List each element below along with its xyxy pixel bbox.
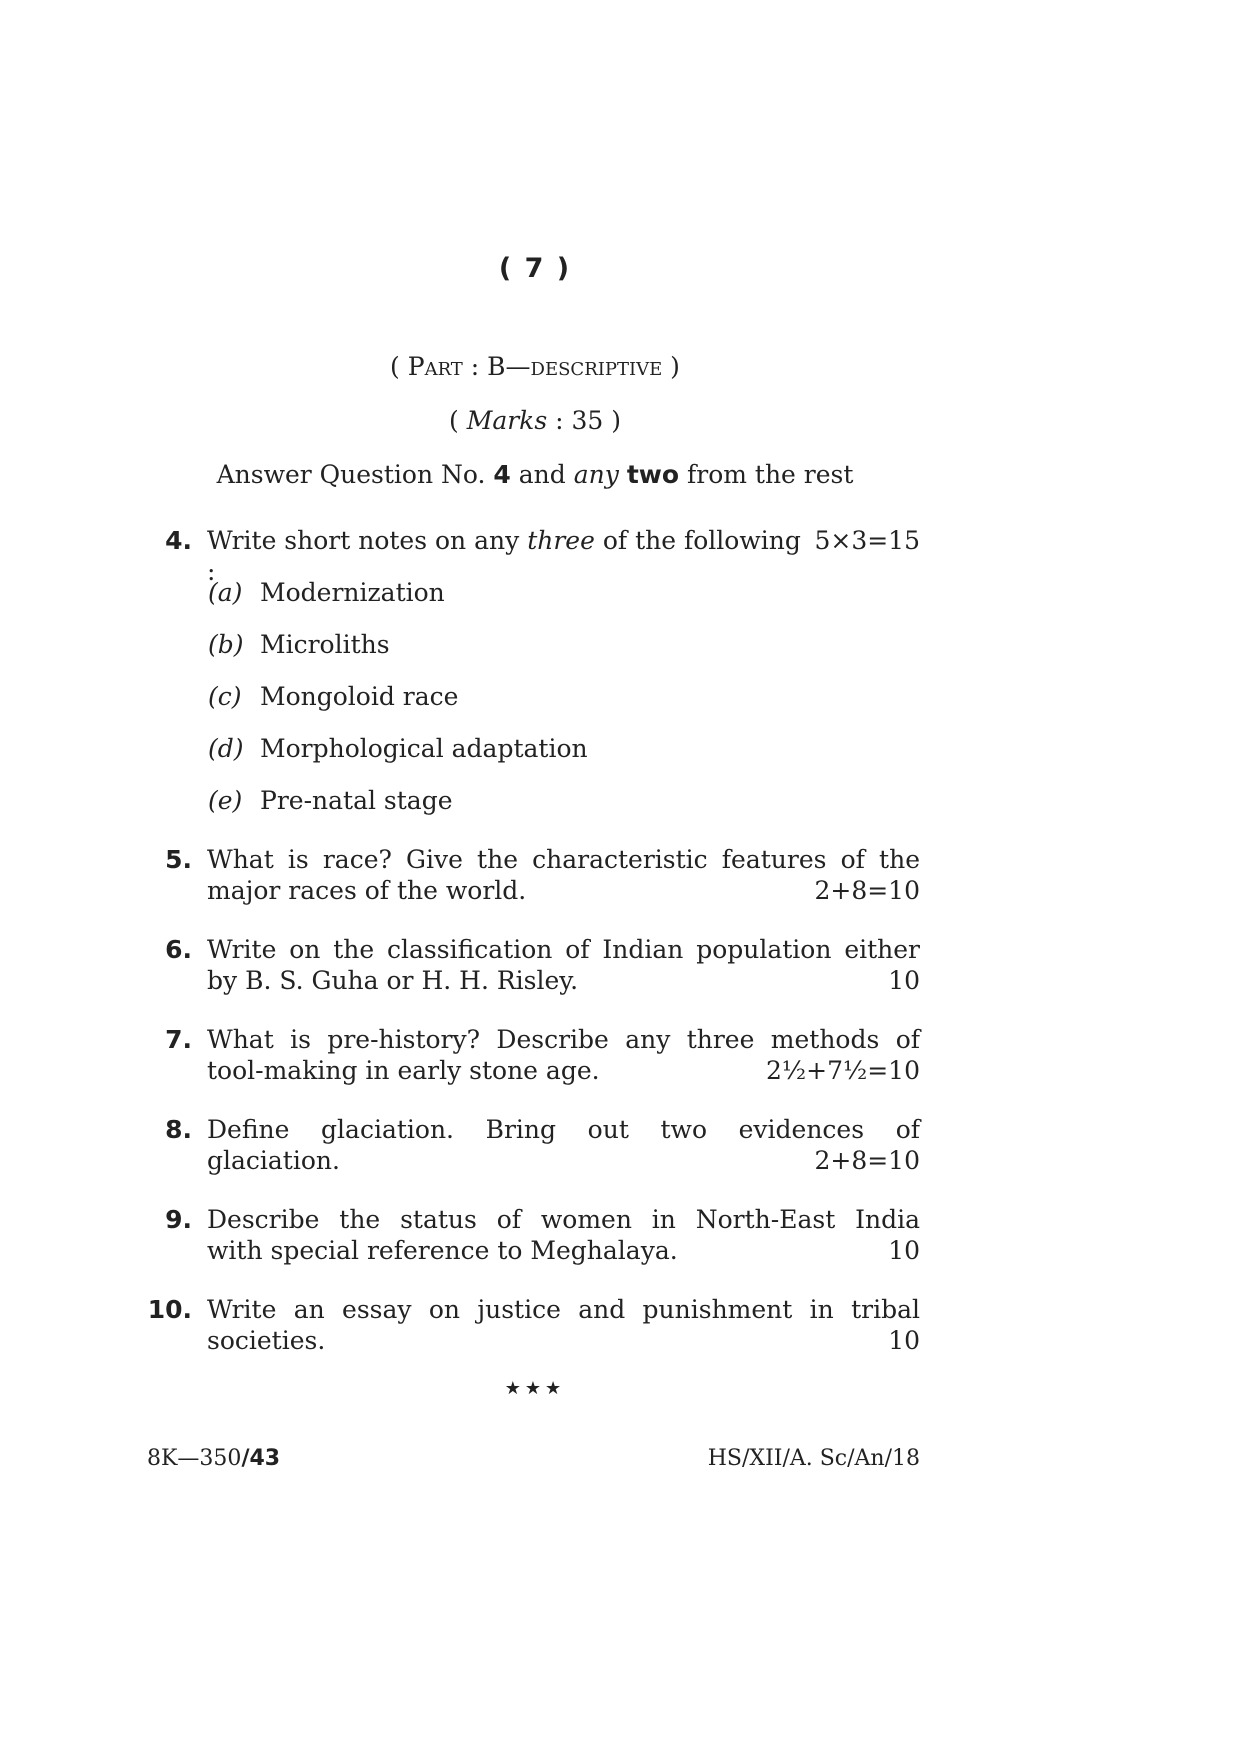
part-heading: ( Part : B—descriptive ) [390,352,680,381]
question-line-2: major races of the world. [207,876,527,905]
footer-paper-code: HS/XII/A. Sc/An/18 [707,1446,920,1471]
question-number: 5. [165,845,192,874]
q4-item-b: (b) Microliths [208,630,390,659]
question-text: Write short notes on any three of the following : 5×3=15 [207,526,920,586]
question-line-2: glaciation. [207,1146,340,1175]
question-line-2: with special reference to Meghalaya. [207,1236,678,1265]
question-number: 8. [165,1115,192,1144]
q4-item-e: (e) Pre-natal stage [208,786,453,815]
question-number: 7. [165,1025,192,1054]
page-number: ( 7 ) [498,253,572,284]
marks-heading: ( Marks : 35 ) [449,406,621,435]
question-marks: 10 [888,966,920,995]
question-line-1: Write on the classification of Indian population either [207,935,920,964]
question-marks: 2+8=10 [814,1146,920,1175]
instruction-line: Answer Question No. 4 and any two from the rest [216,460,854,489]
question-line-2: tool-making in early stone age. [207,1056,600,1085]
q4-item-c: (c) Mongoloid race [208,682,459,711]
question-line-1: Define glaciation. Bring out two evidences of [207,1115,920,1144]
question-number: 10. [147,1295,192,1324]
question-line-1: What is race? Give the characteristic features of the [207,845,920,874]
question-line-1: Write an essay on justice and punishment in tribal [207,1295,920,1324]
question-line-1: What is pre-history? Describe any three methods of [207,1025,920,1054]
question-marks: 2+8=10 [814,876,920,905]
question-number: 9. [165,1205,192,1234]
question-number: 4. [165,526,192,555]
question-number: 6. [165,935,192,964]
question-line-2: societies. [207,1326,326,1355]
question-marks: 5×3=15 [814,526,920,555]
q4-item-a: (a) Modernization [208,578,445,607]
page-footer [147,1446,920,1471]
question-marks: 2½+7½=10 [766,1056,920,1085]
question-marks: 10 [888,1236,920,1265]
footer-code: 8K—350/43 [147,1446,281,1471]
question-line-2: by B. S. Guha or H. H. Risley. [207,966,579,995]
question-marks: 10 [888,1326,920,1355]
question-line-1: Describe the status of women in North-East India [207,1205,920,1234]
q4-item-d: (d) Morphological adaptation [208,734,588,763]
end-stars: ★★★ [504,1378,566,1399]
